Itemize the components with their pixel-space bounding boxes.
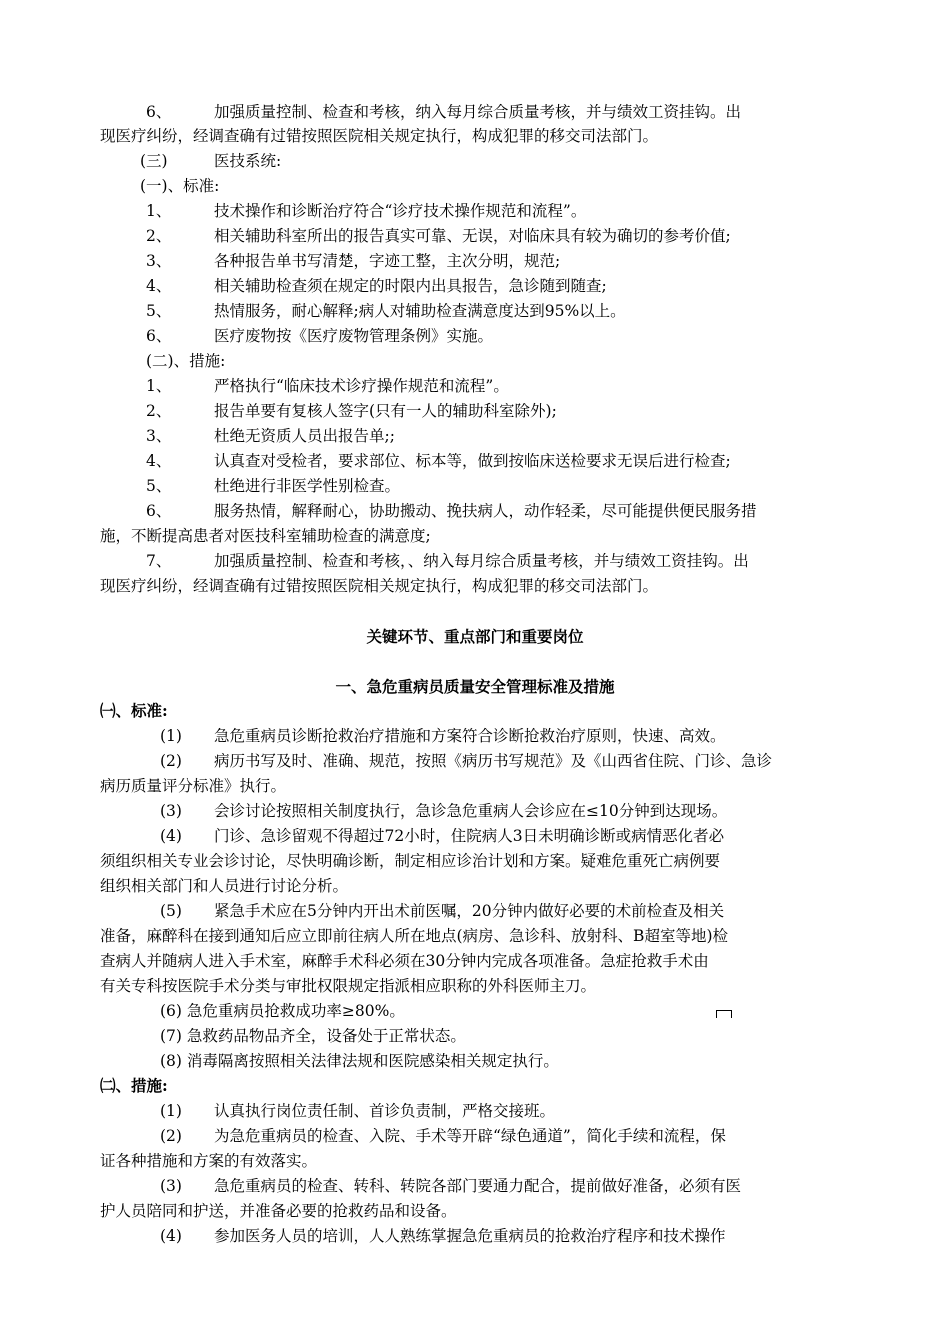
item-number: 6、	[146, 502, 172, 520]
item-number: 1、	[146, 202, 172, 220]
list-item: 认真执行岗位责任制、首诊负责制，严格交接班。	[214, 1102, 556, 1120]
measures-heading: ㈡、措施:	[100, 1076, 168, 1095]
item-number: 3、	[146, 427, 172, 445]
paragraph-line: 门诊、急诊留观不得超过72小时，住院病人3日未明确诊断或病情恶化者必	[214, 827, 725, 845]
item-number: (5)	[160, 902, 182, 920]
paragraph-line: 现医疗纠纷，经调查确有过错按照医院相关规定执行，构成犯罪的移交司法部门。	[100, 127, 659, 145]
section-heading: 关键环节、重点部门和重要岗位	[366, 627, 584, 646]
paragraph-line: 证各种措施和方案的有效落实。	[100, 1152, 318, 1170]
item-number: (2)	[160, 1127, 182, 1145]
paragraph-line: 急危重病员的检查、转科、转院各部门要通力配合，提前做好准备，必须有医	[214, 1177, 742, 1195]
item-number: (2)	[160, 752, 182, 770]
item-number: 4、	[146, 452, 172, 470]
standards-heading: ㈠、标准:	[100, 701, 168, 720]
paragraph-line: 加强质量控制、检查和考核，、纳入每月综合质量考核，并与绩效工资挂钩。出	[214, 552, 749, 570]
item-number: (4)	[160, 1227, 182, 1245]
item-number: (1)	[160, 1102, 182, 1120]
list-item: 各种报告单书写清楚，字迹工整，主次分明，规范;	[214, 252, 561, 270]
list-item: 相关辅助检查须在规定的时限内出具报告，急诊随到随查;	[214, 277, 607, 295]
item-number: 5、	[146, 477, 172, 495]
paragraph-line: 准备，麻醉科在接到通知后应立即前往病人所在地点(病房、急诊科、放射科、B超室等地)检	[100, 927, 728, 945]
item-number: 5、	[146, 302, 172, 320]
paragraph-line: 组织相关部门和人员进行讨论分析。	[100, 877, 349, 895]
item-number: 7、	[146, 552, 172, 570]
list-item: 杜绝无资质人员出报告单;;	[214, 427, 395, 445]
item-number: 6、	[146, 103, 172, 121]
item-number: 1、	[146, 377, 172, 395]
paragraph-line: 病历质量评分标准》执行。	[100, 777, 287, 795]
paragraph-line: 查病人并随病人进入手术室，麻醉手术科必须在30分钟内完成各项准备。急症抢救手术由	[100, 952, 709, 970]
paragraph-line: 病历书写及时、准确、规范，按照《病历书写规范》及《山西省住院、门诊、急诊	[214, 752, 773, 770]
list-item: 严格执行“临床技术诊疗操作规范和流程”。	[214, 377, 509, 395]
item-number: 2、	[146, 402, 172, 420]
list-item: 报告单要有复核人签字(只有一人的辅助科室除外);	[214, 402, 557, 420]
subsection-title: 一、急危重病员质量安全管理标准及措施	[335, 677, 615, 696]
item-number: (1)	[160, 727, 182, 745]
list-item: 热情服务，耐心解释;病人对辅助检查满意度达到95%以上。	[214, 302, 626, 320]
paragraph-line: 护人员陪同和护送，并准备必要的抢救药品和设备。	[100, 1202, 457, 1220]
return-mark-icon	[716, 1010, 732, 1018]
paragraph-line: 为急危重病员的检查、入院、手术等开辟“绿色通道”，简化手续和流程，保	[214, 1127, 726, 1145]
item-number: (3)	[160, 1177, 182, 1195]
list-item: 急危重病员诊断抢救治疗措施和方案符合诊断抢救治疗原则，快速、高效。	[214, 727, 726, 745]
paragraph-line: 参加医务人员的培训，人人熟练掌握急危重病员的抢救治疗程序和技术操作	[214, 1227, 726, 1245]
list-item: 杜绝进行非医学性别检查。	[214, 477, 401, 495]
item-number: 4、	[146, 277, 172, 295]
section-number: (三)	[140, 152, 168, 170]
list-item: 医疗废物按《医疗废物管理条例》实施。	[214, 327, 494, 345]
list-item: 相关辅助科室所出的报告真实可靠、无误，对临床具有较为确切的参考价值;	[214, 227, 731, 245]
subsection-heading: (二)、措施:	[146, 352, 226, 370]
paragraph-line: 现医疗纠纷，经调查确有过错按照医院相关规定执行，构成犯罪的移交司法部门。	[100, 577, 659, 595]
list-item: (7) 急救药品物品齐全，设备处于正常状态。	[160, 1027, 466, 1045]
paragraph-line: 紧急手术应在5分钟内开出术前医嘱，20分钟内做好必要的术前检查及相关	[214, 902, 725, 920]
item-number: 6、	[146, 327, 172, 345]
list-item: 认真查对受检者，要求部位、标本等，做到按临床送检要求无误后进行检查;	[214, 452, 731, 470]
paragraph-line: 服务热情，解释耐心，协助搬动、挽扶病人，动作轻柔，尽可能提供便民服务措	[214, 502, 757, 520]
item-number: 2、	[146, 227, 172, 245]
list-item: (6) 急危重病员抢救成功率≥80%。	[160, 1002, 405, 1020]
subsection-heading: (一)、标准:	[140, 177, 220, 195]
paragraph-line: 施，不断提高患者对医技科室辅助检查的满意度;	[100, 527, 431, 545]
paragraph-line: 须组织相关专业会诊讨论，尽快明确诊断，制定相应诊治计划和方案。疑难危重死亡病例要	[100, 852, 721, 870]
item-number: (4)	[160, 827, 182, 845]
section-title: 医技系统:	[214, 152, 282, 170]
item-number: (3)	[160, 802, 182, 820]
paragraph-line: 加强质量控制、检查和考核，纳入每月综合质量考核，并与绩效工资挂钩。出	[214, 103, 742, 121]
item-number: 3、	[146, 252, 172, 270]
paragraph-line: 有关专科按医院手术分类与审批权限规定指派相应职称的外科医师主刀。	[100, 977, 597, 995]
list-item: 技术操作和诊断治疗符合“诊疗技术操作规范和流程”。	[214, 202, 587, 220]
list-item: 会诊讨论按照相关制度执行，急诊急危重病人会诊应在≤10分钟到达现场。	[214, 802, 728, 820]
list-item: (8) 消毒隔离按照相关法律法规和医院感染相关规定执行。	[160, 1052, 559, 1070]
